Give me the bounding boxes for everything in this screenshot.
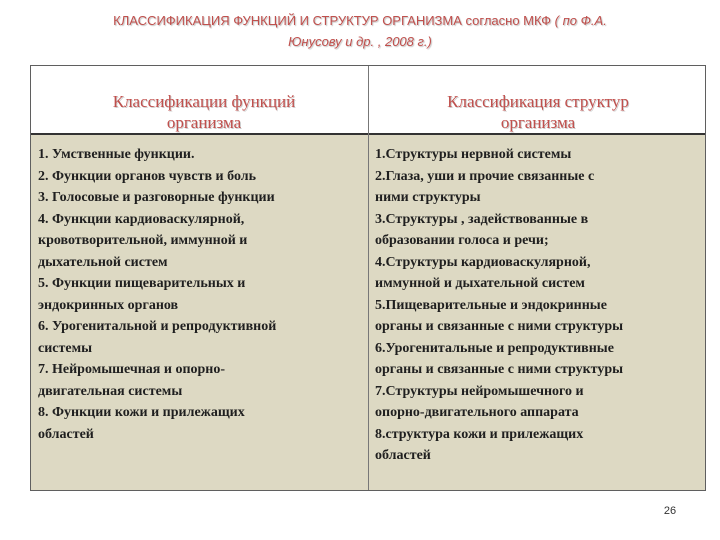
structures-list — [375, 144, 703, 467]
functions-list-line: 5. Функции пищеварительных и — [38, 276, 246, 291]
structures-list-line: 7.Структуры нейромышечного и — [375, 383, 584, 399]
functions-list-line: 1. Умственные функции. — [38, 147, 195, 162]
structures-list-line: органы и связанные с ними структуры — [375, 362, 624, 377]
structures-list-line: 5.Пищеварительные и эндокринные — [375, 297, 607, 313]
functions-list-line: 3. Голосовые и разговорные функции — [38, 190, 275, 205]
structures-list-line: 3.Структуры , задействованные в — [375, 211, 589, 227]
header-structures — [375, 91, 701, 133]
structures-list-line: иммунной и дыхательной систем — [375, 276, 585, 291]
title-source-start: ( по Ф.А. — [554, 13, 607, 28]
functions-list-line: 2. Функции органов чувств и боль — [38, 168, 257, 184]
functions-list-line: 6. Урогенитальной и репродуктивной — [38, 319, 277, 334]
slide-title — [0, 10, 720, 52]
structures-list-line: 4.Структуры кардиоваскулярной, — [375, 254, 591, 270]
classification-table — [30, 65, 706, 491]
structures-list-line: 2.Глаза, уши и прочие связанные с — [375, 168, 595, 184]
header-functions — [41, 91, 367, 133]
functions-list-line: 4. Функции кардиоваскулярной, — [38, 211, 245, 227]
functions-list-line: двигательная системы — [38, 383, 183, 399]
functions-list-line: дыхательной систем — [38, 254, 168, 270]
functions-list-line: 7. Нейромышечная и опорно- — [38, 362, 226, 377]
header-functions-line-2: организма — [166, 113, 242, 132]
structures-list-line: 1.Структуры нервной системы — [375, 147, 572, 162]
structures-list-line: ними структуры — [375, 190, 481, 205]
structures-list-line: 6.Урогенитальные и репродуктивные — [375, 340, 614, 356]
structures-list-line: 8.структура кожи и прилежащих — [375, 426, 584, 442]
header-structures-line-2: организма — [500, 113, 576, 132]
functions-list — [38, 144, 363, 445]
header-functions-line-1: Классификации функций — [112, 92, 296, 111]
functions-list-line: кровотворительной, иммунной и — [38, 233, 248, 248]
functions-list-line: областей — [38, 426, 94, 442]
functions-list-line: эндокринных органов — [38, 297, 179, 313]
page-number: 26 — [663, 505, 677, 517]
header-structures-line-1: Классификация структур — [447, 92, 629, 111]
structures-list-line: образовании голоса и речи; — [375, 233, 549, 248]
column-divider — [368, 66, 369, 490]
functions-list-line: 8. Функции кожи и прилежащих — [38, 405, 245, 420]
structures-list-line: опорно-двигательного аппарата — [375, 405, 579, 420]
structures-list-line: областей — [375, 448, 431, 463]
title-line-2: Юнусову и др. , 2008 г.) — [288, 34, 432, 49]
title-main-text: КЛАССИФИКАЦИЯ ФУНКЦИЙ И СТРУКТУР ОРГАНИЗМА согласно МКФ — [113, 13, 552, 28]
structures-list-line: органы и связанные с ними структуры — [375, 319, 624, 334]
functions-list-line: системы — [38, 340, 93, 356]
title-line-1 — [0, 10, 720, 31]
